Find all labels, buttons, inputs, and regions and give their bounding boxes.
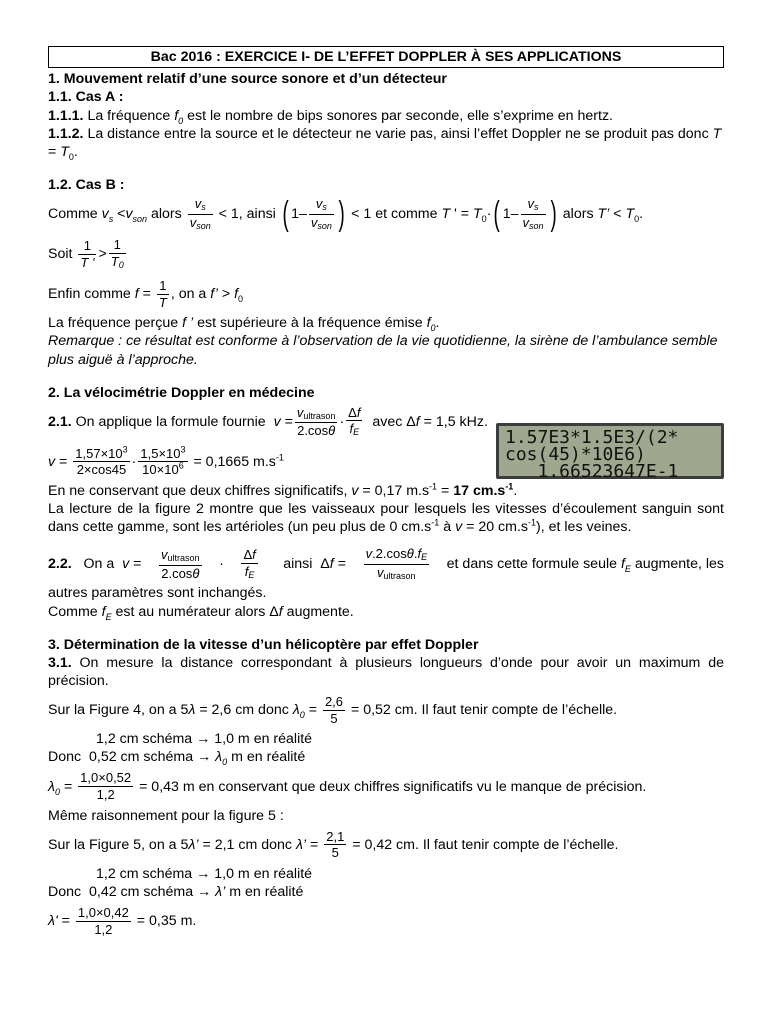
exercise-title: Bac 2016 : EXERCICE I- DE L’EFFET DOPPLER À SES APPLICATIONS [48,46,724,68]
scale-line-3: 1,2 cm schéma → 1,0 m en réalité [96,865,313,882]
item-number: 1.1.2. [48,125,84,142]
section-2-heading: 2. La vélocimétrie Doppler en médecine [48,384,315,401]
scale-line-4: Donc 0,42 cm schéma → λ’ m en réalité [48,883,304,900]
item-1-1-2: 1.1.2. La distance entre la source et le détecteur ne varie pas, ainsi l’effet Doppler ne se produit pas donc $T = T_0$. [48,125,722,162]
scale-line-1: 1,2 cm schéma → 1,0 m en réalité [96,731,313,748]
section-1-heading: 1. Mouvement relatif d’une source sonore et d’un détecteur [48,71,447,88]
calc-line-1: 1.57E3*1.5E3/(2* [505,426,679,448]
other-parameters: autres paramètres sont inchangés. [48,585,267,602]
calc-line-2: cos(45)*10E6) [505,443,646,465]
calculator-screen [496,423,724,482]
lambda0-result: $\lambda_0$ = $\frac{1,0\times 0,52}{1,2}$ = 0,43 m en conservant que deux chiffres significatifs vu le manque de précision. [48,770,647,803]
case-b-reasoning: Comme $v_s <v_{son}$ alors $\frac{v_s}{v_{son}}$ < 1, ainsi ( 1– $\frac{v_s}{v_{son}}$ ) < 1 et comme T ' = $T_0\cdot$ ( 1– $\frac{v_s}{v_{son}}$ ) alors T’ < $T_0$. [48,194,644,233]
lambda-prime-result: λ' = $\frac{1,0\times 0,42}{1,2}$ = 0,35 m. [48,904,197,937]
formula-line-2-2: 2.2. On a v = $\frac{v_{ultrason}}{2.\cos\theta}$ · $\frac{\Delta f}{f_E}$ ainsi Δf = $\frac{v.2.\cos\theta.f_E}{v_{ultrason}}$ et dans cette formule seule $f_E$ augmente, les [48,546,724,581]
ratio-fraction: $\frac{v_s}{v_{son}}$ [189,196,211,231]
item-3-1: 3.1. On mesure la distance correspondant à plusieurs longueurs d’onde pour avoir un maximum de précision. [48,654,724,690]
calc-line-3: 1.66523647E-1 [505,460,679,482]
figure-5-line: Sur la Figure 5, on a 5λ’ = 2,1 cm donc λ’ = $\frac{2,1}{5}$ = 0,42 cm. Il faut tenir compte de l’échelle. [48,828,619,861]
figure-2-reading: La lecture de la figure 2 montre que les vaisseaux pour lesquels les vitesses d’écoulement sanguin sont dans cette gamme, sont les artérioles (un peu plus de 0 $cm.s^{-1}$ à v = 20 $cm.s^{-1}$), et les veines. [48,501,724,536]
item-number: 1.1.1. [48,107,84,124]
frequency-conclusion: La fréquence perçue f ’ est supérieure à la fréquence émise $f_0$. [48,315,440,334]
figure-4-line: Sur la Figure 4, on a 5λ = 2,6 cm donc $\lambda_0$ = $\frac{2,6}{5}$ = 0,52 cm. Il faut tenir compte de l’échelle. [48,694,618,726]
remark: Remarque : ce résultat est conforme à l’observation de la vie quotidienne, la sirène de l’ambulance semble plus aiguë à l’approche. [48,333,718,368]
formula-line-2-1: 2.1. On applique la formule fournie v = $\frac{v_{ultrason}}{2.\cos\theta}$ · $\frac{\Delta f}{f_E}$ avec Δf = 1,5 kHz. [48,404,488,439]
ratio-fraction: $\frac{v_s}{v_{son}}$ [522,196,544,231]
same-reasoning: Même raisonnement pour la figure 5 : [48,807,284,824]
soit-line: Soit $\frac{1}{T '}$ > $\frac{1}{T_0}$ [48,237,124,270]
section-3-heading: 3. Détermination de la vitesse d’un hélicoptère par effet Doppler [48,636,479,653]
numeric-application: v = $\frac{1,57\times 10^3}{2\times\cos 45}$ · $\frac{1,5\times 10^3}{10\times 10^6}$ = 0,1665 $m.s^{-1}$ [48,444,284,478]
document-page [48,46,724,941]
item-1-1-1: 1.1.1. La fréquence $f_0$ est le nombre de bips sonores par seconde, elle s’exprime en hertz. [48,107,613,126]
case-a-heading: 1.1. Cas A : [48,89,124,106]
enfin-line: Enfin comme f = $\frac{1}{T}$ , on a f’ > $f_0$ [48,278,244,310]
case-b-heading: 1.2. Cas B : [48,177,125,194]
fe-numerator: Comme $f_E$ est au numérateur alors Δf augmente. [48,603,354,622]
calculation-row [48,426,724,482]
scale-line-2: Donc 0,52 cm schéma → $\lambda_0$ m en réalité [48,749,306,768]
ratio-fraction: $\frac{v_s}{v_{son}}$ [310,196,332,231]
significant-figures: En ne conservant que deux chiffres significatifs, v = 0,17 $m.s^{-1} = 17$ $cm.s^{-1}$. [48,481,518,499]
